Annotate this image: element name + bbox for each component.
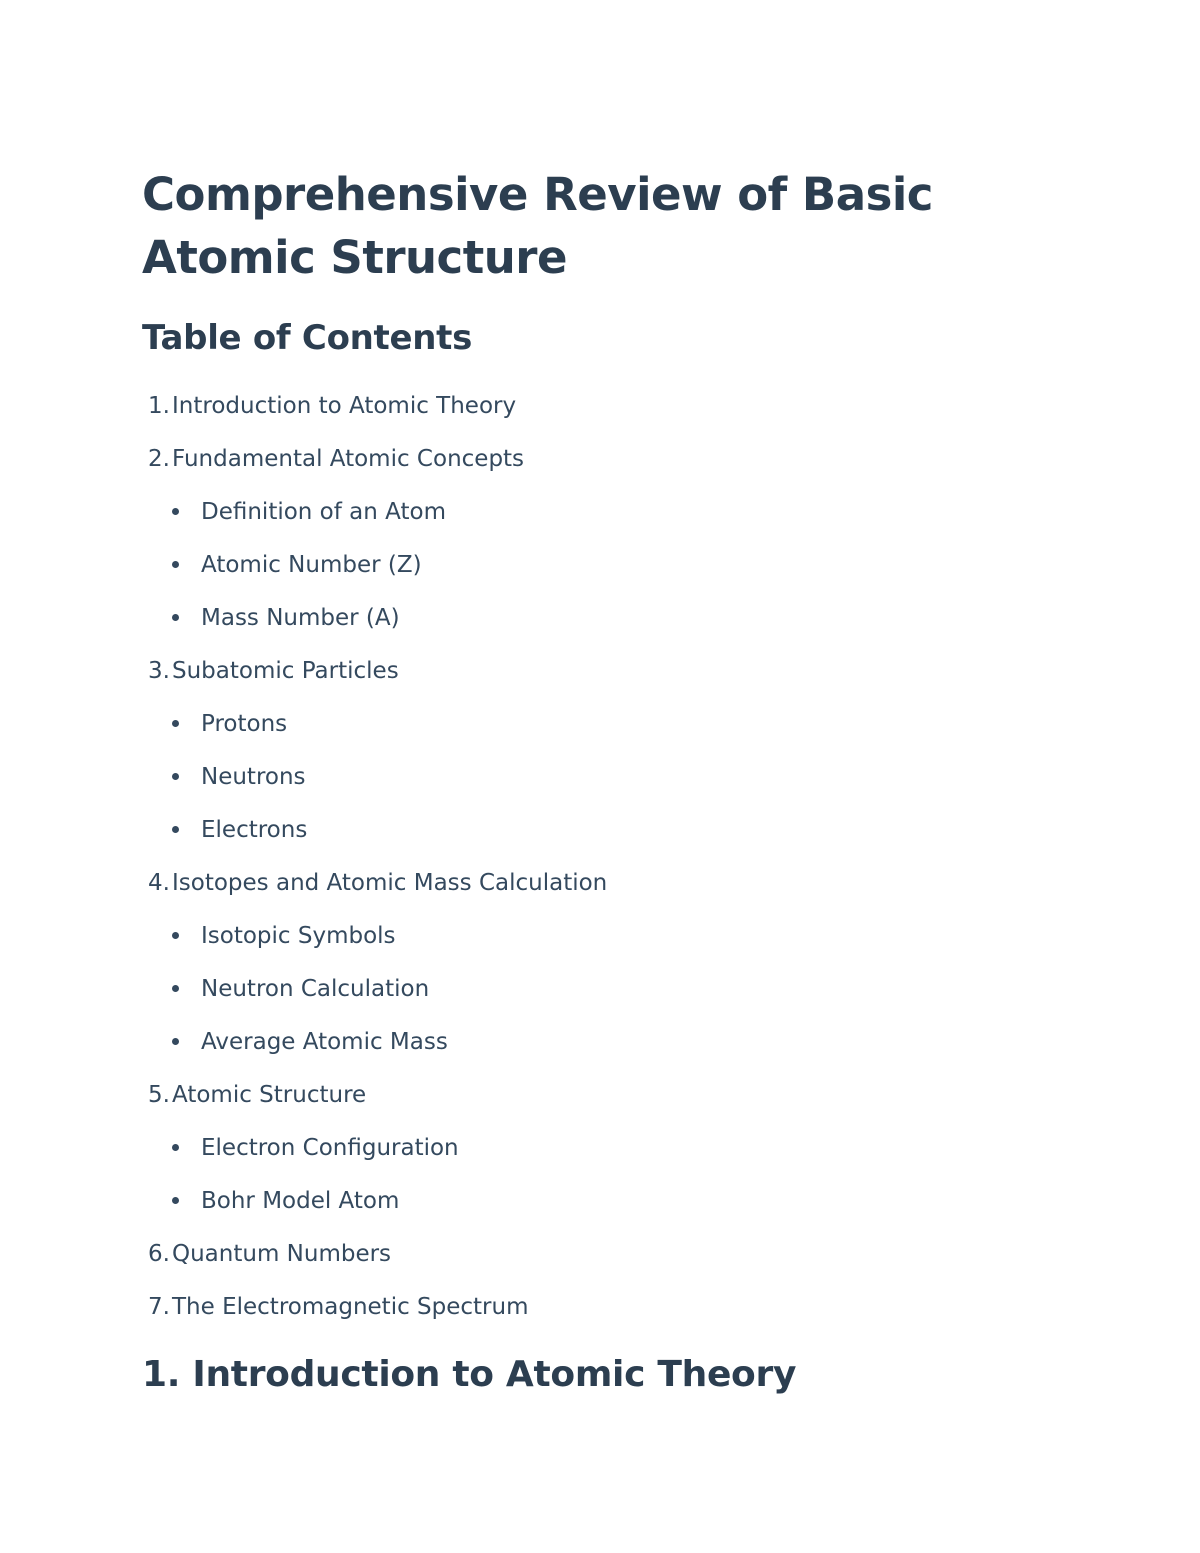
bullet-icon	[172, 1144, 179, 1151]
bullet-icon	[172, 826, 179, 833]
toc-item-number: 3.	[148, 658, 170, 684]
toc-subitem-label: Electron Configuration	[201, 1135, 459, 1161]
toc-sublist	[142, 486, 607, 645]
toc-subitem-label: Bohr Model Atom	[201, 1188, 400, 1214]
toc-sublist	[142, 910, 607, 1069]
bullet-icon	[172, 614, 179, 621]
toc-subitem[interactable]	[142, 486, 607, 539]
bullet-icon	[172, 561, 179, 568]
toc-item[interactable]	[142, 1069, 607, 1122]
toc-entry	[142, 433, 607, 645]
toc-entry	[142, 380, 607, 433]
bullet-icon	[172, 773, 179, 780]
toc-item[interactable]	[142, 1228, 607, 1281]
toc-subitem[interactable]	[142, 592, 607, 645]
toc-subitem-label: Protons	[201, 711, 288, 737]
table-of-contents	[142, 380, 607, 1334]
bullet-icon	[172, 1197, 179, 1204]
toc-item-label: Isotopes and Atomic Mass Calculation	[172, 870, 608, 896]
toc-entry	[142, 1228, 607, 1281]
toc-subitem[interactable]	[142, 1122, 607, 1175]
toc-entry	[142, 645, 607, 857]
toc-item-number: 4.	[148, 870, 170, 896]
toc-subitem[interactable]	[142, 1175, 607, 1228]
toc-item-label: The Electromagnetic Spectrum	[172, 1294, 529, 1320]
toc-subitem-label: Neutron Calculation	[201, 976, 430, 1002]
toc-item-label: Fundamental Atomic Concepts	[172, 446, 525, 472]
toc-item-number: 6.	[148, 1241, 170, 1267]
bullet-icon	[172, 508, 179, 515]
toc-item-number: 7.	[148, 1294, 170, 1320]
bullet-icon	[172, 932, 179, 939]
toc-subitem[interactable]	[142, 910, 607, 963]
toc-subitem-label: Atomic Number (Z)	[201, 552, 422, 578]
toc-item-label: Introduction to Atomic Theory	[172, 393, 517, 419]
toc-entry	[142, 1069, 607, 1228]
toc-item-label: Atomic Structure	[172, 1082, 367, 1108]
toc-item[interactable]	[142, 645, 607, 698]
toc-subitem-label: Mass Number (A)	[201, 605, 400, 631]
section-heading: 1. Introduction to Atomic Theory	[142, 1354, 797, 1395]
document-title: Comprehensive Review of Basic Atomic Structure	[142, 168, 933, 284]
toc-subitem-label: Electrons	[201, 817, 308, 843]
toc-subitem[interactable]	[142, 539, 607, 592]
toc-item-label: Quantum Numbers	[172, 1241, 392, 1267]
toc-subitem-label: Definition of an Atom	[201, 499, 446, 525]
toc-item[interactable]	[142, 1281, 607, 1334]
toc-entry	[142, 857, 607, 1069]
toc-sublist	[142, 1122, 607, 1228]
toc-item-number: 5.	[148, 1082, 170, 1108]
toc-subitem-label: Isotopic Symbols	[201, 923, 396, 949]
bullet-icon	[172, 720, 179, 727]
toc-subitem[interactable]	[142, 1016, 607, 1069]
bullet-icon	[172, 1038, 179, 1045]
toc-subitem[interactable]	[142, 804, 607, 857]
toc-item[interactable]	[142, 433, 607, 486]
toc-entry	[142, 1281, 607, 1334]
toc-subitem[interactable]	[142, 963, 607, 1016]
toc-subitem-label: Average Atomic Mass	[201, 1029, 448, 1055]
toc-heading: Table of Contents	[142, 318, 473, 358]
toc-subitem-label: Neutrons	[201, 764, 306, 790]
toc-subitem[interactable]	[142, 698, 607, 751]
toc-item-number: 1.	[148, 393, 170, 419]
toc-item[interactable]	[142, 380, 607, 433]
toc-item-number: 2.	[148, 446, 170, 472]
toc-item[interactable]	[142, 857, 607, 910]
toc-sublist	[142, 698, 607, 857]
toc-item-label: Subatomic Particles	[172, 658, 399, 684]
toc-subitem[interactable]	[142, 751, 607, 804]
bullet-icon	[172, 985, 179, 992]
